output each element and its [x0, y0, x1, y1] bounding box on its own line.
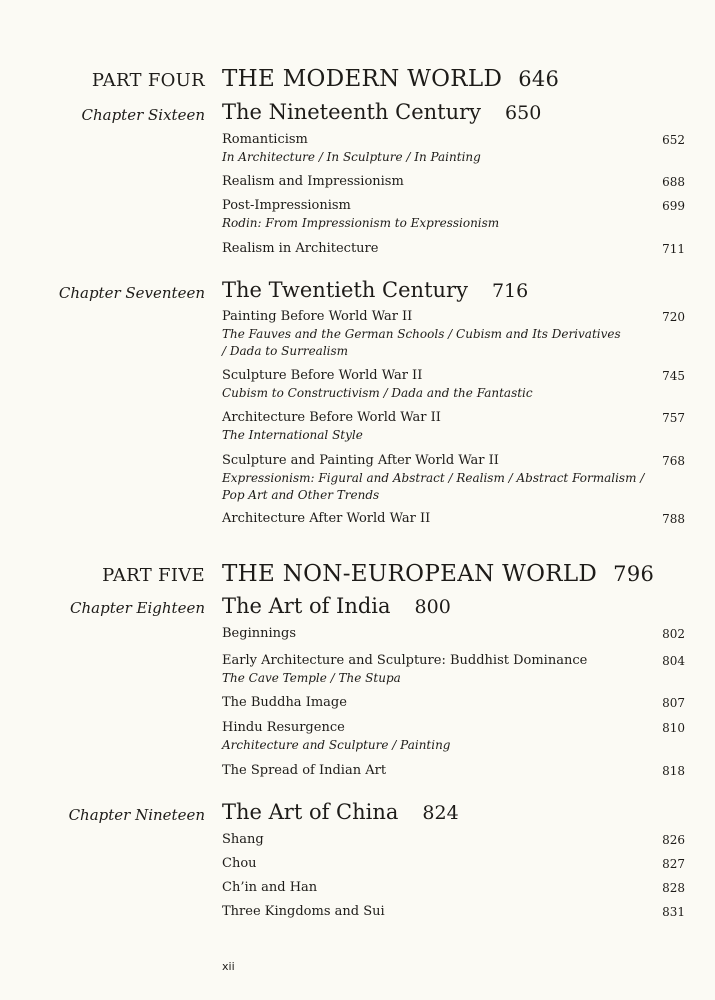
- toc-entry: [222, 719, 685, 754]
- entry-page: 831: [662, 905, 685, 919]
- page-number: xii: [222, 960, 235, 973]
- part-title-text: THE NON-EUROPEAN WORLD: [222, 561, 598, 587]
- toc-entry: [222, 173, 685, 191]
- toc-entry: [222, 131, 685, 166]
- entry-title: Realism in Architecture: [222, 241, 379, 256]
- entry-title: Chou: [222, 856, 257, 871]
- chapter-title: [222, 100, 541, 124]
- toc-entry: [222, 452, 685, 504]
- entry-subtopics: The Cave Temple / The Stupa: [222, 671, 401, 685]
- part-label: PART FOUR: [91, 70, 205, 91]
- entry-page: 807: [662, 696, 685, 710]
- toc-entry: [222, 240, 685, 258]
- toc-entry: [222, 762, 685, 780]
- chapter-title: [222, 800, 459, 824]
- entry-title: Realism and Impressionism: [222, 174, 404, 189]
- entry-title: Sculpture Before World War II: [222, 368, 423, 383]
- part-page: 796: [613, 562, 655, 586]
- entry-page: 827: [662, 857, 685, 871]
- entry-title: Post-Impressionism: [222, 198, 351, 213]
- chapter-label: Chapter Eighteen: [70, 599, 205, 617]
- entry-page: 804: [662, 654, 685, 668]
- entry-title: The Spread of Indian Art: [222, 763, 387, 778]
- toc-entry: [222, 903, 685, 921]
- toc-entry: [222, 308, 685, 360]
- entry-page: 720: [662, 310, 685, 324]
- entry-subtopics: The International Style: [222, 428, 363, 442]
- chapter-title-text: The Nineteenth Century: [222, 100, 482, 124]
- entry-title: Romanticism: [222, 132, 308, 147]
- entry-page: 652: [662, 133, 685, 147]
- toc-entry: [222, 367, 685, 402]
- entry-title: Early Architecture and Sculpture: Buddhist Dominance: [222, 653, 588, 668]
- entry-page: 788: [662, 512, 685, 526]
- entry-page: 818: [662, 764, 685, 778]
- toc-entry: [222, 197, 685, 232]
- entry-title: Architecture Before World War II: [222, 410, 441, 425]
- entry-title: Ch’in and Han: [222, 880, 318, 895]
- toc-entry: [222, 831, 685, 849]
- toc-entry: [222, 510, 685, 528]
- chapter-label: Chapter Nineteen: [68, 806, 205, 824]
- chapter-page: 650: [505, 102, 542, 124]
- entry-subtopics: In Architecture / In Sculpture / In Painting: [222, 150, 481, 164]
- chapter-page: 800: [414, 596, 451, 618]
- entry-subtopics: The Fauves and the German Schools / Cubism and Its Derivatives / Dada to Surrealism: [222, 327, 621, 358]
- entry-page: 745: [662, 369, 685, 383]
- entry-page: 828: [662, 881, 685, 895]
- entry-subtopics: Rodin: From Impressionism to Expressionism: [222, 216, 500, 230]
- entry-page: 757: [662, 411, 685, 425]
- chapter-page: 824: [422, 802, 459, 824]
- part-title: [222, 561, 654, 587]
- entry-page: 711: [662, 242, 685, 256]
- part-label: PART FIVE: [102, 565, 205, 586]
- chapter-label: Chapter Sixteen: [81, 106, 205, 124]
- toc-entry: [222, 652, 685, 687]
- chapter-title-text: The Twentieth Century: [222, 278, 468, 302]
- entry-title: Painting Before World War II: [222, 309, 413, 324]
- entry-page: 802: [662, 627, 685, 641]
- entry-page: 810: [662, 721, 685, 735]
- chapter-title: [222, 594, 451, 618]
- part-title-text: THE MODERN WORLD: [222, 66, 503, 92]
- entry-title: The Buddha Image: [222, 695, 347, 710]
- chapter-page: 716: [491, 280, 529, 302]
- entry-title: Three Kingdoms and Sui: [222, 904, 385, 919]
- entry-subtopics: Cubism to Constructivism / Dada and the Fantastic: [222, 386, 533, 400]
- entry-page: 826: [662, 833, 685, 847]
- chapter-label: Chapter Seventeen: [58, 284, 205, 302]
- part-title: [222, 66, 559, 92]
- entry-subtopics: Architecture and Sculpture / Painting: [222, 738, 451, 752]
- chapter-title-text: The Art of China: [222, 800, 399, 824]
- chapter-title: [222, 278, 528, 302]
- toc-entry: [222, 855, 685, 873]
- entry-title: Beginnings: [222, 626, 296, 641]
- entry-subtopics: Expressionism: Figural and Abstract / Realism / Abstract Formalism / Pop Art and Other Trends: [222, 471, 645, 502]
- entry-title: Shang: [222, 832, 264, 847]
- entry-page: 768: [662, 454, 685, 468]
- toc-entry: [222, 409, 685, 444]
- entry-page: 688: [662, 175, 685, 189]
- chapter-title-text: The Art of India: [222, 594, 391, 618]
- toc-entry: [222, 694, 685, 712]
- entry-title: Architecture After World War II: [222, 511, 431, 526]
- entry-page: 699: [662, 199, 685, 213]
- part-page: 646: [518, 67, 560, 91]
- entry-title: Hindu Resurgence: [222, 720, 345, 735]
- toc-entry: [222, 625, 685, 643]
- entry-title: Sculpture and Painting After World War II: [222, 453, 499, 468]
- toc-entry: [222, 879, 685, 897]
